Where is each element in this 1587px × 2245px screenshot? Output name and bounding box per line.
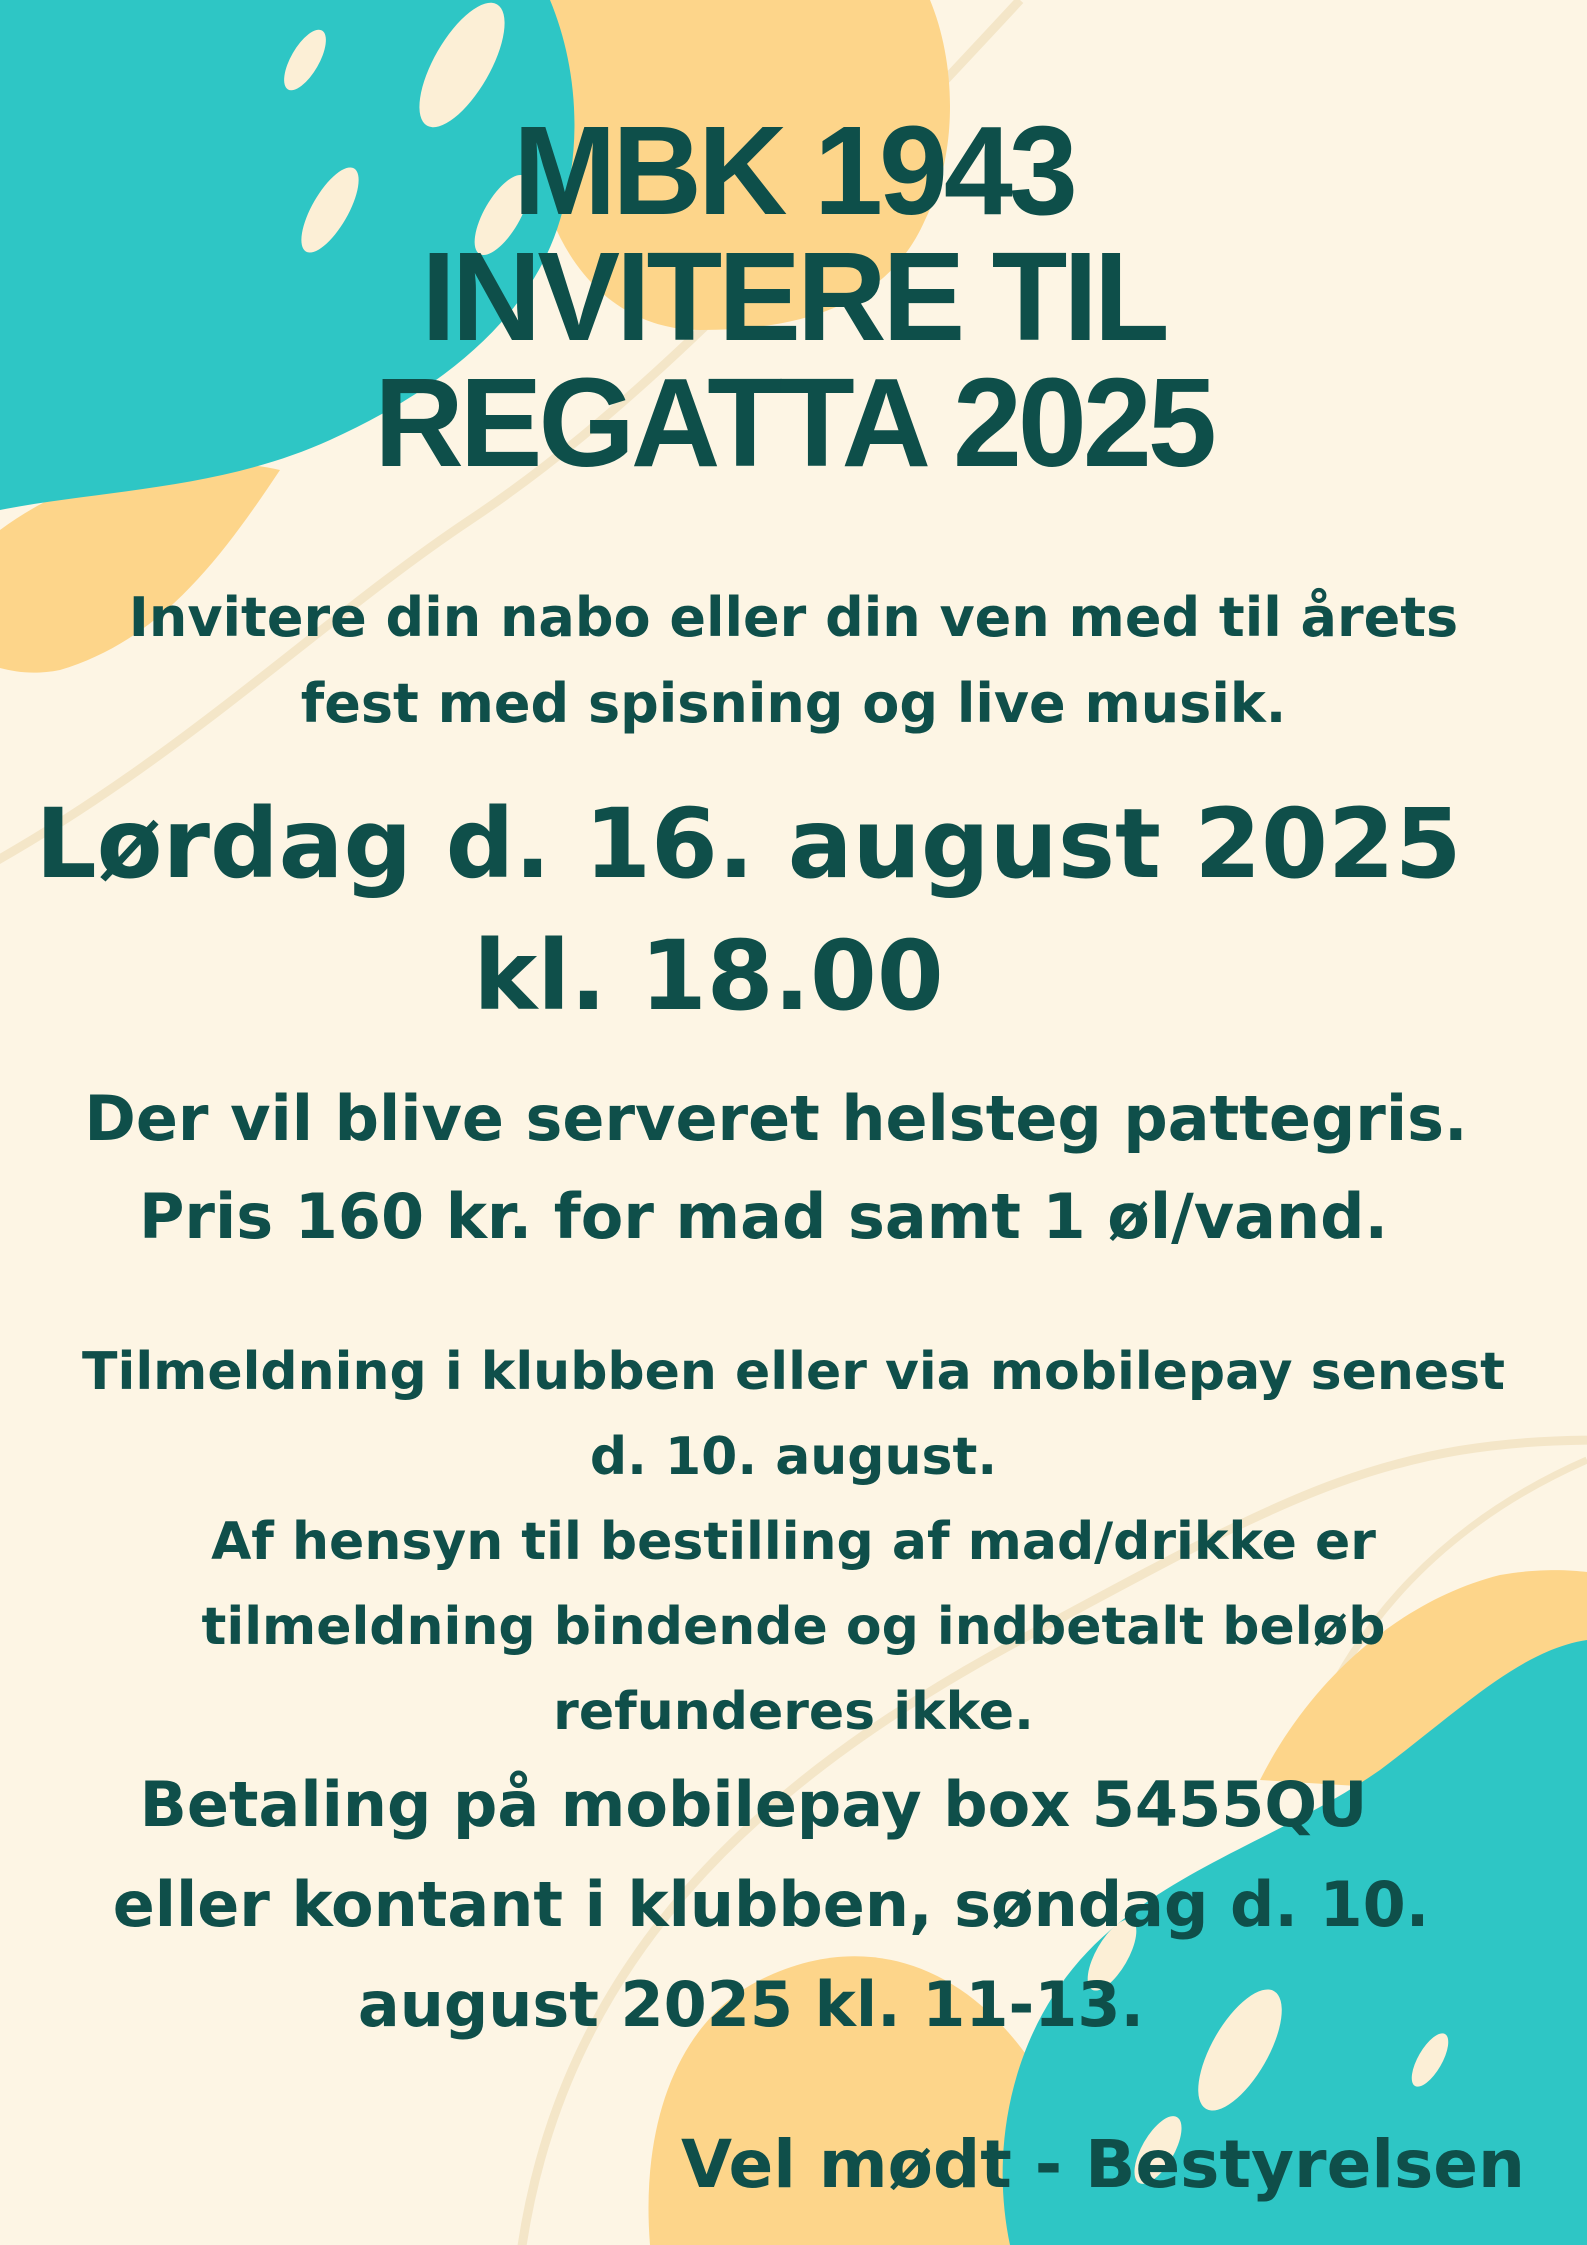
signoff-text: Vel mødt - Bestyrelsen bbox=[681, 2126, 1525, 2203]
payment-line: Betaling på mobilepay box 5455QU bbox=[139, 1768, 1368, 1841]
signup-line: tilmeldning bindende og indbetalt beløb bbox=[201, 1597, 1386, 1657]
payment-line: august 2025 kl. 11-13. bbox=[357, 1968, 1145, 2041]
title-line: INVITERE TIL bbox=[421, 226, 1166, 368]
intro-text bbox=[0, 575, 1587, 747]
payment-info bbox=[0, 1755, 1587, 2055]
event-date-line: Lørdag d. 16. august 2025 bbox=[35, 788, 1462, 900]
signup-line: refunderes ikke. bbox=[553, 1682, 1034, 1742]
signup-line: d. 10. august. bbox=[589, 1427, 998, 1487]
intro-line: Invitere din nabo eller din ven med til årets bbox=[128, 586, 1459, 649]
poster-title bbox=[0, 100, 1587, 494]
menu-line: Der vil blive serveret helsteg pattegris. bbox=[84, 1082, 1468, 1155]
event-time-line: kl. 18.00 bbox=[473, 920, 944, 1032]
event-date bbox=[0, 778, 1587, 1042]
signup-info bbox=[0, 1330, 1587, 1755]
menu-info bbox=[0, 1070, 1587, 1266]
title-line: REGATTA 2025 bbox=[374, 352, 1213, 494]
signup-line: Tilmeldning i klubben eller via mobilepay senest bbox=[82, 1342, 1505, 1402]
payment-line: eller kontant i klubben, søndag d. 10. bbox=[112, 1868, 1430, 1941]
signup-line: Af hensyn til bestilling af mad/drikke er bbox=[211, 1512, 1376, 1572]
intro-line: fest med spisning og live musik. bbox=[300, 672, 1287, 735]
title-line: MBK 1943 bbox=[513, 100, 1074, 242]
price-line: Pris 160 kr. for mad samt 1 øl/vand. bbox=[138, 1180, 1389, 1253]
